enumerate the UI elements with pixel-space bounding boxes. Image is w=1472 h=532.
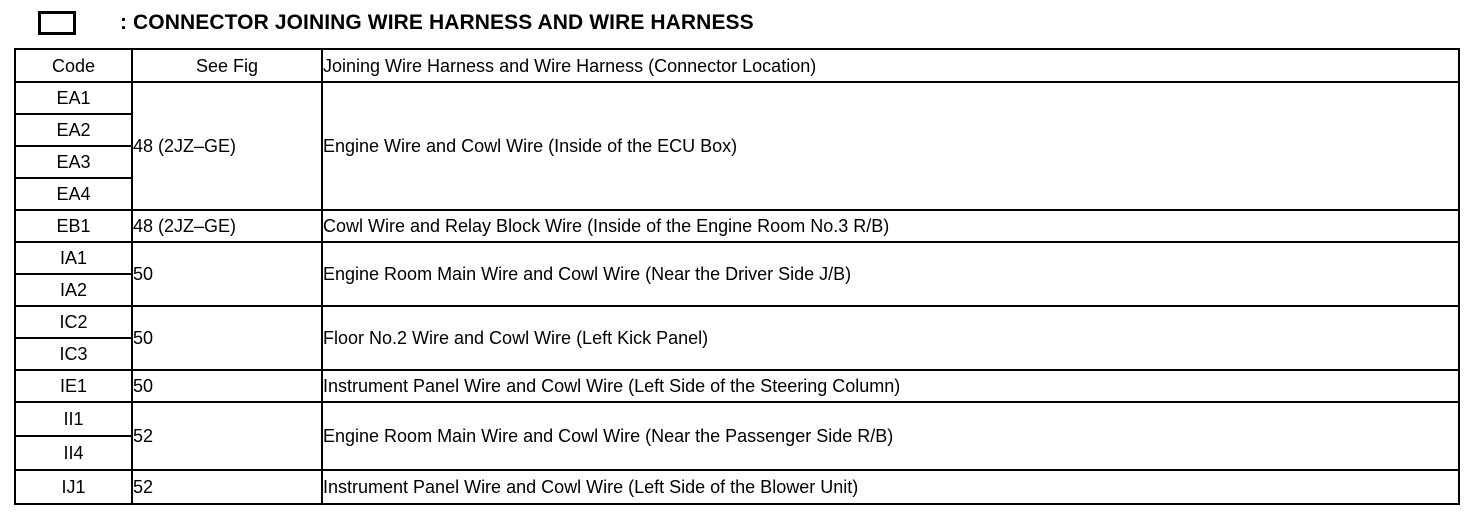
see-fig-cell: 50	[132, 242, 322, 306]
code-cell: EA4	[15, 178, 132, 210]
connector-legend-box-icon	[38, 11, 76, 35]
code-cell: IC2	[15, 306, 132, 338]
table-row	[15, 306, 1459, 338]
code-cell: EA3	[15, 146, 132, 178]
code-cell: EB1	[15, 210, 132, 242]
table-row	[15, 210, 1459, 242]
description-cell: Engine Room Main Wire and Cowl Wire (Near the Driver Side J/B)	[322, 242, 1459, 306]
see-fig-cell: 48 (2JZ–GE)	[132, 210, 322, 242]
see-fig-cell: 50	[132, 306, 322, 370]
connector-table	[14, 48, 1460, 505]
see-fig-cell: 48 (2JZ–GE)	[132, 82, 322, 210]
description-cell: Instrument Panel Wire and Cowl Wire (Left Side of the Blower Unit)	[322, 470, 1459, 504]
code-cell: IE1	[15, 370, 132, 402]
description-cell: Floor No.2 Wire and Cowl Wire (Left Kick Panel)	[322, 306, 1459, 370]
code-cell: IA1	[15, 242, 132, 274]
see-fig-cell: 52	[132, 470, 322, 504]
description-cell: Instrument Panel Wire and Cowl Wire (Left Side of the Steering Column)	[322, 370, 1459, 402]
table-header-row	[15, 49, 1459, 82]
column-header-description: Joining Wire Harness and Wire Harness (Connector Location)	[322, 49, 1459, 82]
description-cell: Cowl Wire and Relay Block Wire (Inside of the Engine Room No.3 R/B)	[322, 210, 1459, 242]
code-cell: II4	[15, 436, 132, 470]
description-cell: Engine Wire and Cowl Wire (Inside of the ECU Box)	[322, 82, 1459, 210]
column-header-code: Code	[15, 49, 132, 82]
table-row	[15, 242, 1459, 274]
table-row	[15, 82, 1459, 114]
see-fig-cell: 50	[132, 370, 322, 402]
code-cell: IJ1	[15, 470, 132, 504]
table-row	[15, 370, 1459, 402]
table-row	[15, 470, 1459, 504]
column-header-see-fig: See Fig	[132, 49, 322, 82]
table-row	[15, 402, 1459, 436]
code-cell: EA2	[15, 114, 132, 146]
description-cell: Engine Room Main Wire and Cowl Wire (Near the Passenger Side R/B)	[322, 402, 1459, 470]
code-cell: EA1	[15, 82, 132, 114]
code-cell: IA2	[15, 274, 132, 306]
page-header	[38, 8, 754, 38]
see-fig-cell: 52	[132, 402, 322, 470]
code-cell: II1	[15, 402, 132, 436]
code-cell: IC3	[15, 338, 132, 370]
page-title: : CONNECTOR JOINING WIRE HARNESS AND WIRE HARNESS	[120, 11, 754, 34]
